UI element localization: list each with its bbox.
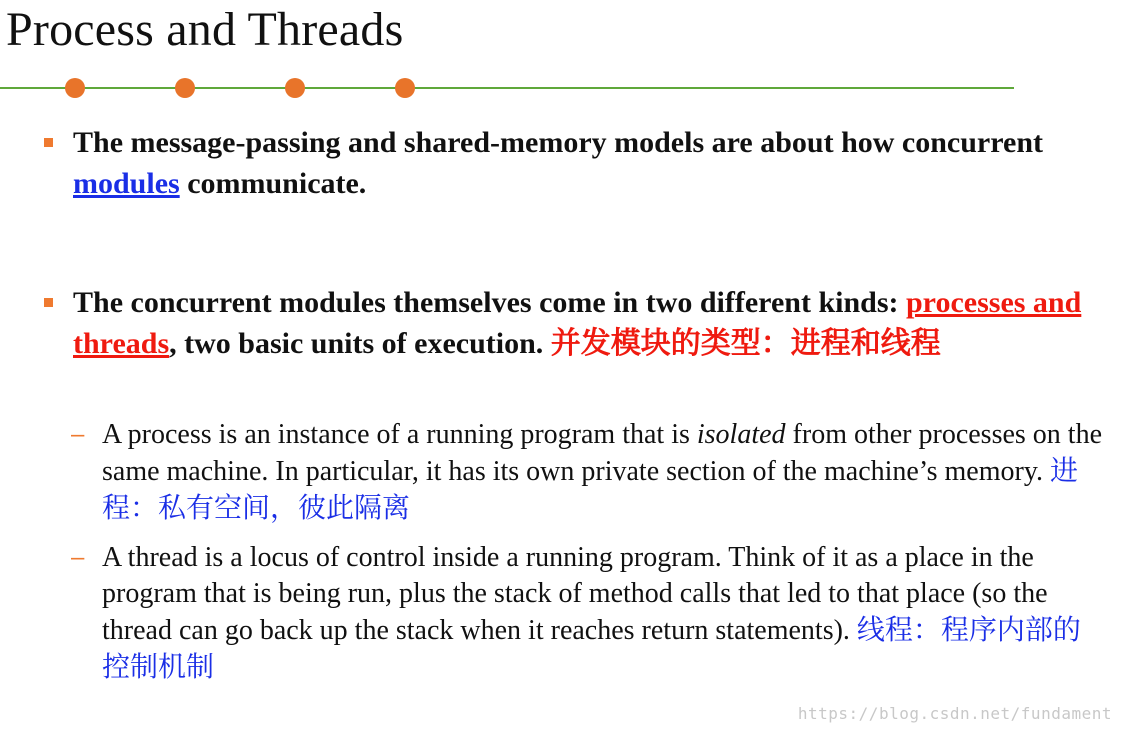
subitem-process xyxy=(71,417,1103,527)
bullet-text: , two basic units of execution. xyxy=(169,327,551,360)
source-watermark: https://blog.csdn.net/fundament xyxy=(797,704,1112,723)
bullet-text: The message-passing and shared-memory models are about how concurrent xyxy=(73,126,1044,159)
processes-and-threads-link[interactable]: processes and threads xyxy=(73,286,1082,360)
subitem-text: from other processes on the same machine. In particular, it has its own private section of the machine’s memory. xyxy=(102,419,1103,487)
orange-dot-icon xyxy=(395,78,415,98)
bullet-item-message-passing xyxy=(73,122,1093,204)
subitem-text: A thread is a locus of control inside a running program. Think of it as a place in the program that is being run, plus the stack of method calls that led to that place (so the thread can go back up the stack when it reaches return statements). xyxy=(102,542,1048,646)
subitem-text: A process is an instance of a running program that is xyxy=(102,419,697,450)
square-bullet-icon xyxy=(44,298,53,307)
bullet-text: The concurrent modules themselves come in two different kinds: xyxy=(73,286,906,319)
subitem-thread xyxy=(71,540,1102,686)
title-divider-line xyxy=(0,87,1014,89)
chinese-annotation-blue: 线程：程序内部的控制机制 xyxy=(102,613,1081,683)
chinese-annotation-blue: 进程：私有空间，彼此隔离 xyxy=(102,454,1079,524)
orange-dot-icon xyxy=(175,78,195,98)
bullet-item-concurrent-kinds xyxy=(73,282,1093,364)
page-title: Process and Threads xyxy=(6,3,404,56)
orange-dot-icon xyxy=(285,78,305,98)
square-bullet-icon xyxy=(44,138,53,147)
dash-bullet-icon: – xyxy=(71,421,85,448)
bullet-text: communicate. xyxy=(179,167,367,200)
chinese-annotation-red: 并发模块的类型：进程和线程 xyxy=(550,326,941,361)
isolated-emphasis: isolated xyxy=(696,419,786,450)
dash-bullet-icon: – xyxy=(71,544,85,571)
orange-dot-icon xyxy=(65,78,85,98)
modules-link[interactable]: modules xyxy=(73,167,180,200)
